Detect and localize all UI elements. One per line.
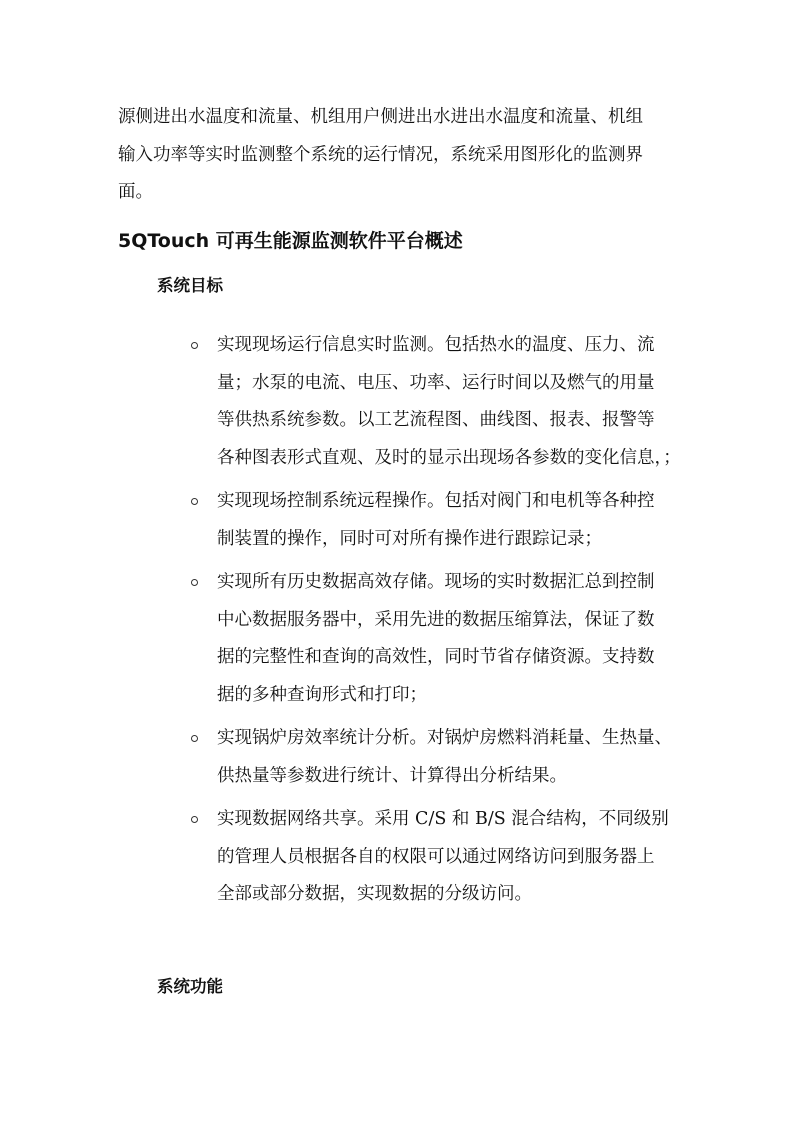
goal-line: 等供热系统参数。以工艺流程图、曲线图、报表、报警等 xyxy=(217,410,655,430)
goal-item xyxy=(0,483,794,558)
circle-bullet-icon xyxy=(191,816,198,823)
circle-bullet-icon xyxy=(191,735,198,742)
goal-item xyxy=(0,327,794,477)
goal-line: 供热量等参数进行统计、计算得出分析结果。 xyxy=(217,765,567,786)
intro-line: 源侧进出水温度和流量、机组用户侧进出水进出水温度和流量、机组 xyxy=(118,107,643,127)
goal-line: 各种图表形式直观、及时的显示出现场各参数的变化信息，； xyxy=(217,447,681,468)
goal-line: 制装置的操作，同时可对所有操作进行跟踪记录； xyxy=(217,528,602,549)
goal-line: 全部或部分数据，实现数据的分级访问。 xyxy=(217,884,532,904)
goal-item xyxy=(0,564,794,714)
goal-list xyxy=(0,327,794,920)
goal-line: 实现现场运行信息实时监测。包括热水的温度、压力、流 xyxy=(217,335,655,355)
subheading-system-goals: 系统目标 xyxy=(157,276,223,295)
circle-bullet-icon xyxy=(191,579,198,586)
intro-line: 面。 xyxy=(118,182,153,202)
circle-bullet-icon xyxy=(191,342,198,349)
intro-line: 输入功率等实时监测整个系统的运行情况，系统采用图形化的监测界 xyxy=(118,144,643,165)
circle-bullet-icon xyxy=(191,498,198,505)
goal-line: 据的多种查询形式和打印； xyxy=(217,684,427,705)
goal-line: 中心数据服务器中，采用先进的数据压缩算法，保证了数 xyxy=(217,609,655,630)
goal-line: 量；水泵的电流、电压、功率、运行时间以及燃气的用量 xyxy=(217,372,655,393)
goal-line: 实现数据网络共享。采用 C/S 和 B/S 混合结构，不同级别 xyxy=(217,809,669,829)
goal-line: 的管理人员根据各自的权限可以通过网络访问到服务器上 xyxy=(217,846,655,867)
goal-line: 实现现场控制系统远程操作。包括对阀门和电机等各种控 xyxy=(217,491,655,511)
goal-line: 实现所有历史数据高效存储。现场的实时数据汇总到控制 xyxy=(217,572,655,592)
goal-line: 实现锅炉房效率统计分析。对锅炉房燃料消耗量、生热量、 xyxy=(217,728,672,748)
section-title: 5QTouch 可再生能源监测软件平台概述 xyxy=(118,230,463,252)
intro-paragraph xyxy=(118,99,688,212)
subheading-system-functions: 系统功能 xyxy=(157,977,223,996)
goal-item xyxy=(0,801,794,914)
goal-item xyxy=(0,720,794,795)
goal-line: 据的完整性和查询的高效性，同时节省存储资源。支持数 xyxy=(217,647,655,667)
